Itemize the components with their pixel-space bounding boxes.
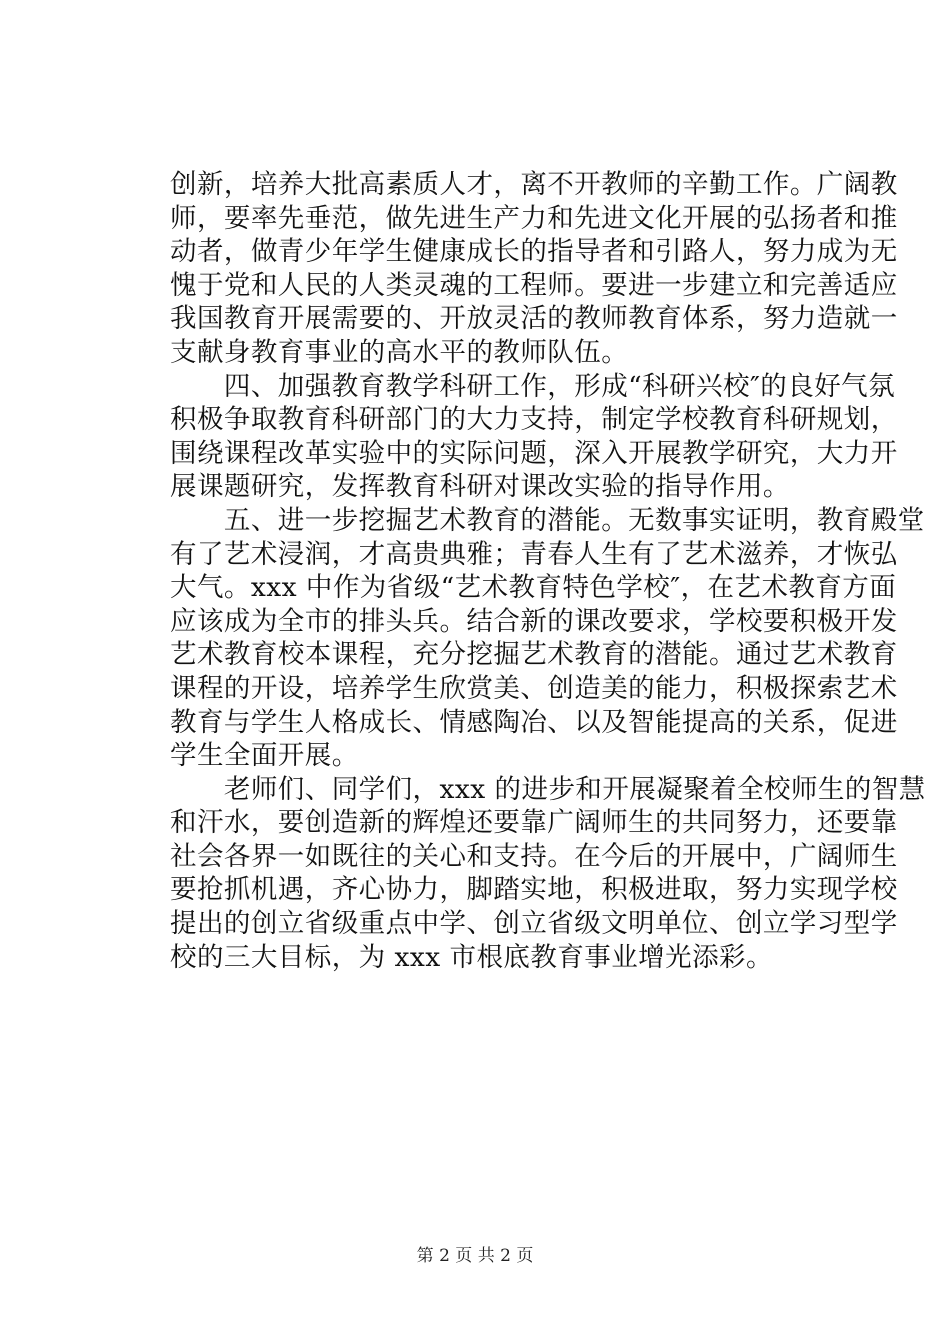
paragraph-teachers	[170, 168, 898, 370]
text-line: 教育与学生人格成长、情感陶冶、以及智能提高的关系，促进	[170, 706, 898, 738]
page-number-footer: 第 2 页 共 2 页	[416, 1246, 534, 1266]
text-line: 动者，做青少年学生健康成长的指导者和引路人，努力成为无	[170, 236, 898, 268]
text-line: 师，要率先垂范，做先进生产力和先进文化开展的弘扬者和推	[170, 202, 898, 234]
paragraph-arts-education	[170, 504, 925, 773]
text-line: 艺术教育校本课程，充分挖掘艺术教育的潜能。通过艺术教育	[170, 639, 898, 671]
document-body	[170, 168, 926, 974]
text-line: 有了艺术浸润，才高贵典雅；青春人生有了艺术滋养，才恢弘	[170, 538, 898, 570]
text-line: 和汗水，要创造新的辉煌还要靠广阔师生的共同努力，还要靠	[170, 807, 898, 839]
text-line: 课程的开设，培养学生欣赏美、创造美的能力，积极探索艺术	[170, 672, 898, 704]
text-line: 创新，培养大批高素质人才，离不开教师的辛勤工作。广阔教	[170, 169, 898, 200]
text-line: 提出的创立省级重点中学、创立省级文明单位、创立学习型学	[170, 908, 898, 940]
paragraph-research	[170, 370, 898, 504]
text-line: 五、进一步挖掘艺术教育的潜能。无数事实证明，教育殿堂	[170, 504, 925, 536]
text-line: 围绕课程改革实验中的实际问题，深入开展教学研究，大力开	[170, 437, 898, 469]
text-line: 大气。xxx 中作为省级“艺术教育特色学校″，在艺术教育方面	[170, 572, 897, 604]
text-line: 学生全面开展。	[170, 740, 359, 772]
text-line: 积极争取教育科研部门的大力支持，制定学校教育科研规划，	[170, 404, 898, 436]
text-line: 愧于党和人民的人类灵魂的工程师。要进一步建立和完善适应	[170, 269, 898, 301]
text-line: 我国教育开展需要的、开放灵活的教师教育体系，努力造就一	[170, 303, 898, 335]
text-line: 老师们、同学们，xxx 的进步和开展凝聚着全校师生的智慧	[170, 773, 926, 805]
text-line: 支献身教育事业的高水平的教师队伍。	[170, 336, 629, 368]
text-line: 四、加强教育教学科研工作，形成“科研兴校″的良好气氛	[170, 370, 896, 402]
text-line: 校的三大目标，为 xxx 市根底教育事业增光添彩。	[170, 941, 773, 973]
paragraph-closing	[170, 773, 926, 975]
text-line: 应该成为全市的排头兵。结合新的课改要求，学校要积极开发	[170, 605, 898, 637]
text-line: 社会各界一如既往的关心和支持。在今后的开展中，广阔师生	[170, 840, 898, 872]
text-line: 要抢抓机遇，齐心协力，脚踏实地，积极进取，努力实现学校	[170, 874, 898, 906]
text-line: 展课题研究，发挥教育科研对课改实验的指导作用。	[170, 471, 790, 503]
